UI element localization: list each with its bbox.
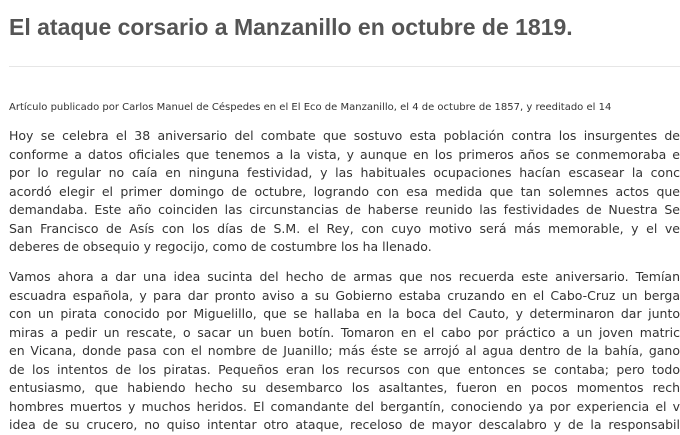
paragraph-line: conforme a datos oficiales que tenemos a la vista, y aunque en los primeros años se conmemoraba e	[9, 146, 680, 162]
article-paragraph-1	[9, 127, 680, 257]
paragraph-line: hombres muertos y muchos heridos. El comandante del bergantín, conociendo ya por experiencia el v	[9, 398, 680, 414]
paragraph-line: en Vicana, donde pasa con el nombre de Juanillo; más éste se arrojó al agua dentro de la bahía, gano	[9, 343, 680, 358]
title-divider	[9, 66, 680, 67]
paragraph-line: de los intentos de los piratas. Pequeños eran los recursos con que entonces se contaba; pero todo	[9, 361, 680, 377]
paragraph-line: con un pirata conocido por Miguelillo, que se hallaba en la boca del Cauto, y determinaron dar junto	[9, 306, 680, 321]
paragraph-line: escuadra española, y para dar pronto aviso a su Gobierno estaba cruzando en el Cabo-Cruz un berga	[9, 287, 680, 303]
paragraph-line: entusiasmo, que habiendo hecho su desembarco los asaltantes, fueron en pocos momentos rech	[9, 380, 680, 395]
article-byline: Artículo publicado por Carlos Manuel de Céspedes en el El Eco de Manzanillo, el 4 de octubre de 1857, y reeditado el 14	[9, 102, 612, 113]
paragraph-line: deberes de obsequio y regocijo, como de costumbre los ha llenado.	[9, 239, 432, 254]
paragraph-line: por lo regular no caía en ninguna festividad, y las habituales ocupaciones hacían escasear la conc	[9, 165, 680, 180]
paragraph-line: San Francisco de Asís con los días de S.M. el Rey, con cuyo motivo será más memorable, y el ve	[9, 220, 680, 236]
article-title: El ataque corsario a Manzanillo en octubre de 1819.	[9, 14, 573, 40]
paragraph-line: Hoy se celebra el 38 aniversario del combate que sostuvo esta población contra los insurgentes de	[9, 128, 680, 143]
article-paragraph-2	[9, 268, 680, 435]
paragraph-line: Vamos ahora a dar una idea sucinta del hecho de armas que nos recuerda este aniversario. Temían	[9, 269, 680, 284]
paragraph-line: miras a pedir un rescate, o sacar un buen botín. Tomaron en el cabo por práctico a un joven matric	[9, 324, 680, 340]
paragraph-line: demandaba. Este año coinciden las circunstancias de haberse reunido las festividades de Nuestra Se	[9, 202, 680, 217]
paragraph-line: acordó elegir el primer domingo de octubre, logrando con esa medida que tan solemnes actos que	[9, 183, 680, 199]
paragraph-line: idea de su crucero, no quiso intentar otro ataque, receloso de mayor descalabro y de la responsabil	[9, 417, 680, 432]
